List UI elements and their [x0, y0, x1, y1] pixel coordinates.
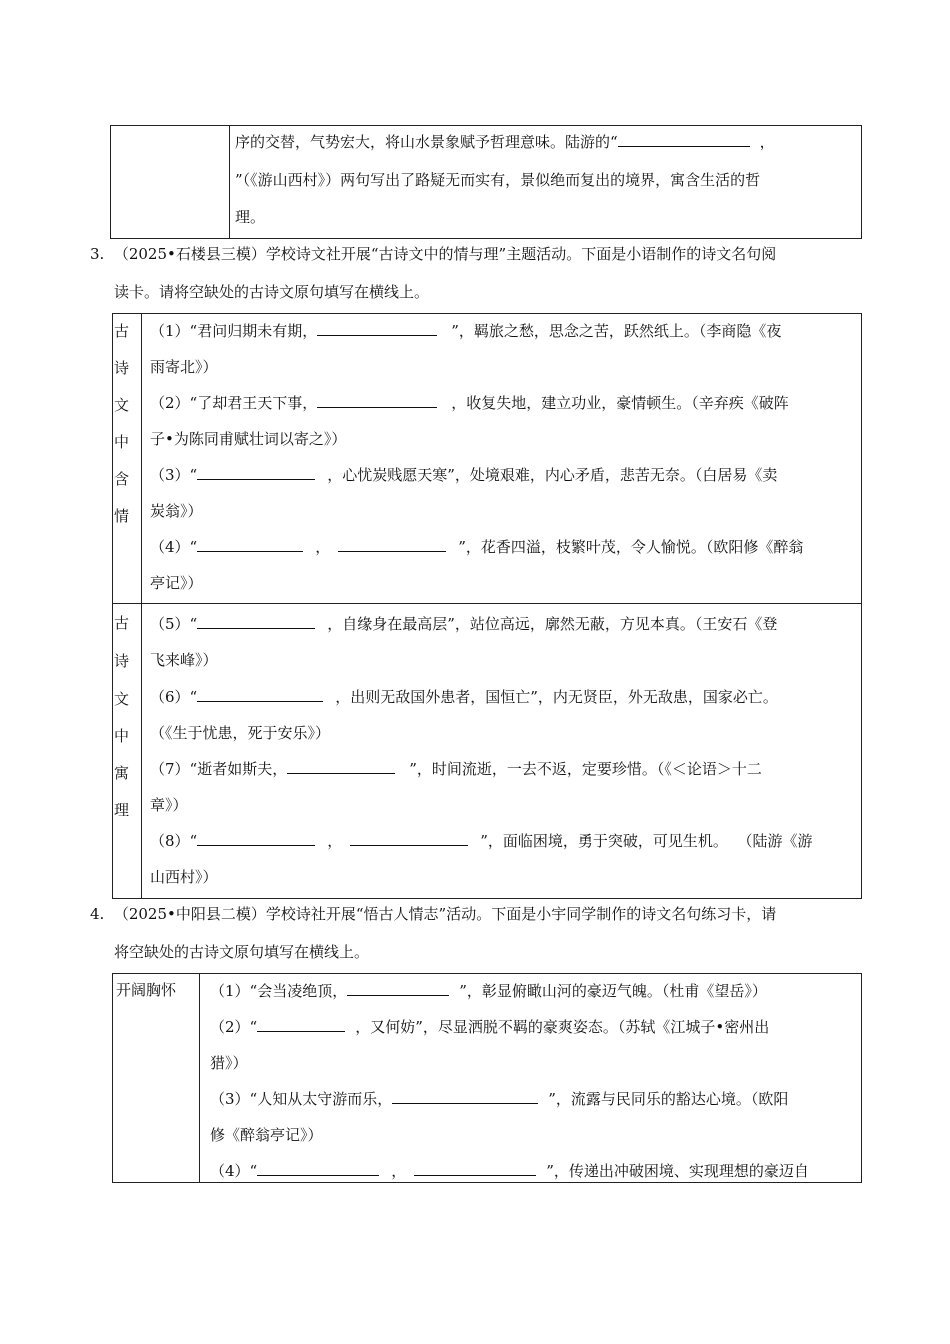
- label-char: 诗: [114, 359, 130, 377]
- text: （7）“逝者如斯夫，: [150, 760, 288, 778]
- text: （6）“: [150, 688, 198, 706]
- item-4-line1: [150, 535, 803, 558]
- text: ，: [327, 832, 343, 850]
- table1-line1: [235, 130, 775, 153]
- item-5-line1: [150, 612, 777, 635]
- label-char: 中: [114, 727, 130, 745]
- label-char: 诗: [114, 652, 130, 670]
- item-8-line1: [150, 829, 812, 852]
- label-char: 古: [114, 614, 130, 632]
- table1-line2: ”（《游山西村》）两句写出了路疑无而实有，景似绝而复出的境界，寓含生活的哲: [235, 171, 761, 189]
- q4-item-2-line1: [210, 1015, 769, 1038]
- question-4-line2: 将空缺处的古诗文原句填写在横线上。: [114, 943, 370, 961]
- answer-blank[interactable]: [257, 1159, 379, 1176]
- label-char: 古: [114, 322, 130, 340]
- table-q4-label: 开阔胸怀: [116, 981, 177, 999]
- text: ”，面临困境，勇于突破，可见生机。 （陆游《游: [480, 832, 813, 850]
- text: ”，羁旅之愁，思念之苦，跃然纸上。（李商隐《夜: [451, 322, 782, 340]
- question-4-line1: 4. （2025•中阳县二模）学校诗社开展“悟古人情志”活动。下面是小宇同学制作的诗文名句练习卡，请: [90, 905, 777, 923]
- item-3-line2: 炭翁》）: [150, 502, 203, 520]
- answer-blank[interactable]: [618, 130, 750, 147]
- text: （5）“: [150, 615, 198, 633]
- question-3-line1: 3. （2025•石楼县三模）学校诗文社开展“古诗文中的情与理”主题活动。下面是小语制作的诗文名句阅: [90, 245, 777, 263]
- label-char: 文: [114, 690, 130, 708]
- item-2-line1: [150, 391, 789, 414]
- item-7-line2: 章》）: [150, 796, 188, 814]
- text: 序的交替，气势宏大，将山水景象赋予哲理意味。陆游的“: [235, 133, 618, 151]
- text: ”，花香四溢，枝繁叶茂，令人愉悦。（欧阳修《醉翁: [458, 538, 804, 556]
- text: ”，流露与民同乐的豁达心境。（欧阳: [548, 1090, 789, 1108]
- q4-item-2-line2: 猎》）: [210, 1054, 248, 1072]
- answer-blank[interactable]: [338, 535, 446, 552]
- text: （3）“人知从太守游而乐，: [210, 1090, 393, 1108]
- table-q4-content-cell: [200, 974, 862, 1183]
- answer-blank[interactable]: [317, 319, 437, 336]
- q4-item-3-line2: 修《醉翁亭记》）: [210, 1126, 323, 1144]
- label-char: 寓: [114, 764, 130, 782]
- item-2-line2: 子•为陈同甫赋壮词以寄之》）: [150, 430, 347, 448]
- text: ”，彰显俯瞰山河的豪迈气魄。（杜甫《望岳》）: [459, 982, 767, 1000]
- text: ，又何妨”，尽显洒脱不羁的豪爽姿态。（苏轼《江城子•密州出: [355, 1018, 770, 1036]
- section-content-cell-reason: [142, 604, 862, 899]
- text: ，自缘身在最高层”，站位高远，廓然无蔽，方见本真。（王安石《登: [327, 615, 778, 633]
- text: （4）“: [210, 1162, 258, 1180]
- text: （2）“: [210, 1018, 258, 1036]
- text: （1）“会当凌绝顶，: [210, 982, 348, 1000]
- answer-blank[interactable]: [197, 829, 315, 846]
- label-char: 文: [114, 396, 130, 414]
- answer-blank[interactable]: [197, 685, 323, 702]
- answer-blank[interactable]: [347, 979, 449, 996]
- question-3-line2: 读卡。请将空缺处的古诗文原句填写在横线上。: [114, 283, 430, 301]
- answer-blank[interactable]: [392, 1087, 538, 1104]
- answer-blank[interactable]: [197, 535, 303, 552]
- text: ，收复失地，建立功业，豪情顿生。（辛弃疾《破阵: [451, 394, 789, 412]
- text: （4）“: [150, 538, 198, 556]
- table-q4-label-cell: [113, 974, 200, 1183]
- q4-item-1-line1: [210, 979, 767, 1002]
- item-5-line2: 飞来峰》）: [150, 651, 218, 669]
- answer-blank[interactable]: [197, 612, 315, 629]
- answer-blank[interactable]: [350, 829, 468, 846]
- text: （1）“君问归期未有期，: [150, 322, 318, 340]
- section-content-cell-emotion: [142, 314, 862, 604]
- item-7-line1: [150, 757, 762, 780]
- text: ”，传递出冲破困境、实现理想的豪迈自: [546, 1162, 809, 1180]
- item-6-line1: [150, 685, 778, 708]
- table-continued-label-cell: [111, 126, 230, 239]
- item-8-line2: 山西村》）: [150, 868, 218, 886]
- item-6-line2: （《生于忧患，死于安乐》）: [150, 724, 331, 742]
- label-char: 理: [114, 801, 130, 819]
- item-1-line2: 雨寄北》）: [150, 358, 218, 376]
- item-4-line2: 亭记》）: [150, 574, 203, 592]
- table1-line3: 理。: [235, 208, 266, 226]
- section-label-cell-reason: [113, 604, 142, 899]
- text: ，心忧炭贱愿天寒”，处境艰难，内心矛盾，悲苦无奈。（白居易《卖: [327, 466, 778, 484]
- text: ”，时间流逝，一去不返，定要珍惜。（《＜论语＞十二: [409, 760, 762, 778]
- answer-blank[interactable]: [257, 1015, 345, 1032]
- q4-item-4-line1: [210, 1159, 809, 1182]
- text: ，: [391, 1162, 407, 1180]
- label-char: 中: [114, 433, 130, 451]
- label-char: 含: [114, 470, 130, 488]
- item-3-line1: [150, 463, 777, 486]
- text: ，: [315, 538, 331, 556]
- label-char: 情: [114, 507, 130, 525]
- answer-blank[interactable]: [287, 757, 395, 774]
- answer-blank[interactable]: [317, 391, 437, 408]
- answer-blank[interactable]: [197, 463, 315, 480]
- text: （3）“: [150, 466, 198, 484]
- text: ，出则无敌国外患者，国恒亡”，内无贤臣，外无敌患，国家必亡。: [335, 688, 778, 706]
- text: （8）“: [150, 832, 198, 850]
- text: （2）“了却君王天下事，: [150, 394, 318, 412]
- text: ，: [759, 133, 775, 151]
- q4-item-3-line1: [210, 1087, 788, 1110]
- item-1-line1: [150, 319, 781, 342]
- answer-blank[interactable]: [414, 1159, 536, 1176]
- table-q4: [112, 973, 862, 1183]
